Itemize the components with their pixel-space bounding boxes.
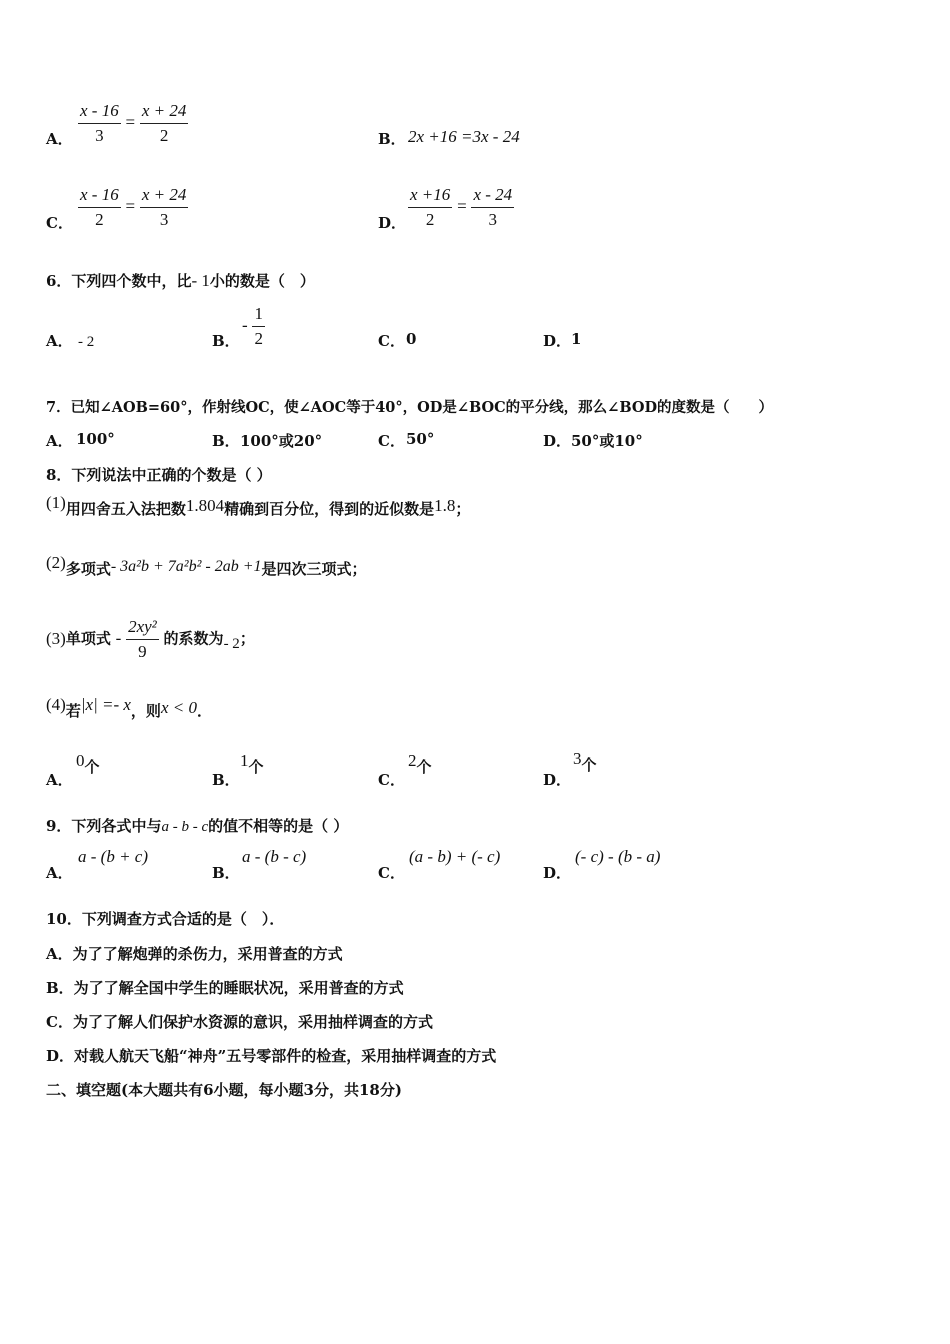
statement-text: ，则	[130, 702, 161, 720]
q6-option-c-value: 0	[406, 330, 417, 348]
q8-stem: 8．下列说法中正确的个数是（ ）	[46, 466, 272, 484]
statement-index: (2)	[46, 553, 66, 572]
q9-option-c-expression: (a - b) + (- c)	[409, 847, 501, 866]
q7-option-c-label: C．	[378, 432, 405, 450]
q8-statement-1	[46, 493, 471, 519]
q5-option-a-equation	[78, 101, 188, 146]
option-number: 0	[76, 751, 85, 770]
q9-option-a-label: A．	[46, 864, 73, 882]
option-unit: 个	[581, 756, 597, 774]
option-number: 3	[573, 749, 582, 768]
q6-option-d-label: D．	[543, 332, 572, 350]
q8-option-c-value	[408, 751, 432, 777]
statement-number: 1.8	[434, 496, 456, 515]
q6-option-c-label: C．	[378, 332, 405, 350]
q9-stem-text-end: 的值不相等的是（ ）	[208, 817, 349, 835]
fraction-numerator: x - 24	[471, 185, 514, 208]
q6-stem-number: - 1	[191, 271, 210, 290]
q10-option-d: D．对载人航天飞船“神舟”五号零部件的检查，采用抽样调查的方式	[46, 1047, 497, 1065]
q6-option-b-value	[242, 304, 265, 349]
statement-index: (3)	[46, 628, 66, 648]
q7-option-d-label: D．	[543, 432, 572, 450]
minus-sign: -	[115, 628, 122, 648]
q9-stem	[46, 815, 348, 836]
fraction-denominator: 2	[254, 329, 263, 348]
fraction-denominator: 9	[138, 642, 147, 661]
q10-option-b: B．为了了解全国中学生的睡眠状况，采用普查的方式	[46, 979, 404, 997]
q7-option-b-label: B．	[212, 432, 240, 450]
equals-sign: =	[457, 196, 467, 216]
option-unit: 个	[416, 758, 432, 776]
q9-option-c-label: C．	[378, 864, 405, 882]
q8-option-c-label: C．	[378, 771, 405, 789]
q9-stem-expression: a - b - c	[161, 819, 209, 835]
q8-option-a-label: A．	[46, 771, 73, 789]
statement-text: 多项式	[65, 560, 111, 578]
minus-sign: -	[242, 315, 248, 335]
fraction-denominator: 2	[95, 210, 104, 229]
coefficient-value: - 2	[223, 635, 240, 652]
polynomial-expression: - 3a²b + 7a²b² - 2ab +1	[110, 558, 262, 575]
q5-option-a-label: A．	[46, 130, 73, 148]
q8-option-d-value	[573, 749, 597, 775]
equals-sign: =	[125, 196, 136, 216]
q6-option-a-value: - 2	[78, 334, 95, 350]
q6-option-d-value: 1	[571, 330, 582, 348]
q10-option-c: C．为了了解人们保护水资源的意识，采用抽样调查的方式	[46, 1013, 433, 1031]
fraction-denominator: 2	[425, 210, 435, 229]
statement-index: (1)	[46, 493, 66, 512]
option-unit: 个	[84, 758, 100, 776]
q6-option-a-label: A．	[46, 332, 73, 350]
q5-option-c-equation	[78, 185, 188, 230]
statement-number: 1.804	[185, 496, 225, 515]
q7-option-c-value: 50°	[406, 430, 435, 448]
fraction-denominator: 3	[488, 210, 498, 229]
fraction-numerator: 1	[252, 304, 265, 327]
q9-option-d-expression: (- c) - (b - a)	[575, 847, 661, 866]
statement-text: ；	[239, 629, 255, 648]
fraction-numerator: x +16	[408, 185, 452, 208]
q8-statement-4	[46, 695, 212, 721]
option-number: 2	[408, 751, 417, 770]
q10-stem: 10．下列调查方式合适的是（ ）．	[46, 910, 285, 928]
fraction-numerator: x - 16	[78, 185, 121, 208]
q7-option-a-value: 100°	[76, 430, 115, 448]
q7-stem: 7．已知∠AOB=60°，作射线OC，使∠AOC等于40°，OD是∠BOC的平分线，那么∠BOD的度数是（ ）	[46, 399, 774, 416]
q5-option-b-label: B．	[378, 130, 406, 148]
q7-option-d-value: 50°或10°	[571, 432, 643, 450]
statement-text: 单项式	[65, 629, 111, 648]
statement-text: 若	[65, 702, 81, 720]
statement-index: (4)	[46, 695, 66, 714]
section-heading-fill-in: 二、填空题(本大题共有6小题，每小题3分，共18分)	[46, 1081, 402, 1099]
q6-option-b-label: B．	[212, 332, 240, 350]
q8-option-a-value	[76, 751, 100, 777]
q5-option-d-label: D．	[378, 214, 407, 232]
q10-option-a: A．为了了解炮弹的杀伤力，采用普查的方式	[46, 945, 343, 963]
fraction-numerator: 2xy²	[126, 617, 159, 640]
condition-expression: x < 0	[160, 698, 197, 717]
q8-option-b-value	[240, 751, 264, 777]
fraction-denominator: 2	[159, 126, 169, 145]
q5-option-c-label: C．	[46, 214, 73, 232]
q9-stem-text: 9．下列各式中与	[46, 817, 162, 835]
statement-text: 是四次三项式；	[261, 560, 367, 578]
equals-sign: =	[125, 112, 136, 132]
q7-option-b-value: 100°或20°	[240, 432, 323, 450]
q8-statement-3	[46, 617, 255, 662]
fraction-denominator: 3	[95, 126, 104, 145]
fraction-numerator: x + 24	[140, 185, 189, 208]
q6-stem	[46, 270, 315, 291]
fraction-numerator: x - 16	[78, 101, 121, 124]
q5-option-d-equation	[408, 185, 514, 230]
q9-option-b-expression: a - (b - c)	[242, 847, 307, 866]
statement-text: 精确到百分位，得到的近似数是	[224, 500, 435, 518]
q8-option-b-label: B．	[212, 771, 240, 789]
q6-stem-text-end: 小的数是（ ）	[209, 272, 315, 290]
absolute-value-expression: |x| =- x	[80, 695, 131, 714]
option-unit: 个	[248, 758, 264, 776]
q6-stem-text: 6．下列四个数中，比	[46, 272, 192, 290]
statement-text: 的系数为	[163, 629, 224, 648]
q8-option-d-label: D．	[543, 771, 572, 789]
q9-option-d-label: D．	[543, 864, 572, 882]
q8-statement-2	[46, 553, 367, 579]
q5-option-b-equation: 2x +16 =3x - 24	[408, 127, 520, 146]
q9-option-a-expression: a - (b + c)	[78, 847, 149, 866]
fraction-denominator: 3	[159, 210, 169, 229]
statement-text: ；	[455, 500, 471, 518]
fraction-numerator: x + 24	[140, 101, 189, 124]
q9-option-b-label: B．	[212, 864, 240, 882]
q7-option-a-label: A．	[46, 432, 73, 450]
statement-text: ．	[196, 702, 212, 720]
statement-text: 用四舍五入法把数	[65, 500, 186, 518]
option-number: 1	[240, 751, 249, 770]
